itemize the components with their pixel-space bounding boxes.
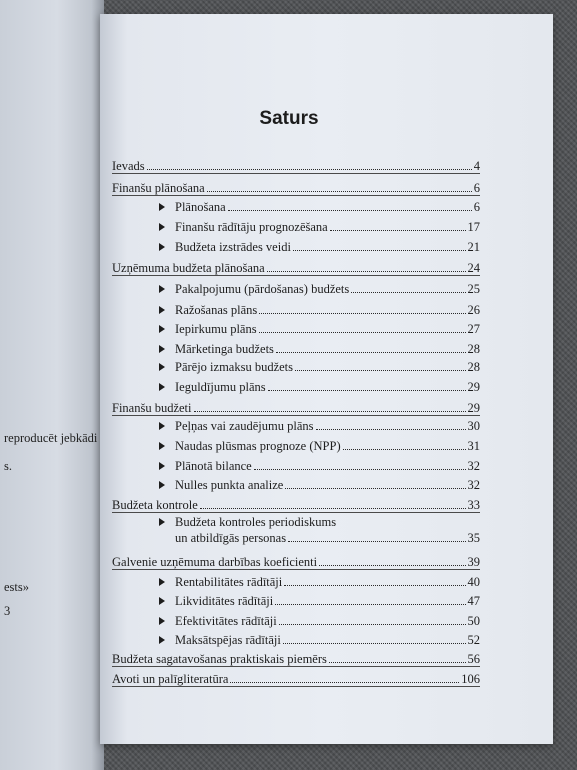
toc-entry-page: 33 (467, 498, 480, 512)
toc-entry-page: 26 (467, 303, 480, 317)
toc-leader-dots (316, 429, 466, 430)
toc-entry-label: Pārējo izmaksu budžets (175, 360, 294, 374)
toc-entry (131, 299, 480, 317)
toc-entry (131, 455, 480, 473)
triangle-bullet-icon (159, 306, 165, 314)
toc-entry-page: 28 (467, 360, 480, 374)
toc-entry-page: 47 (467, 594, 480, 608)
toc-entry-label: Peļņas vai zaudējumu plāns (175, 419, 314, 433)
toc-entry (131, 356, 480, 374)
toc-leader-dots (319, 565, 465, 566)
toc-entry-page: 29 (467, 401, 480, 415)
toc-entry-label: Ieguldījumu plāns (175, 380, 266, 394)
toc-entry-label: Mārketinga budžets (175, 342, 274, 356)
toc-entry-page: 32 (467, 478, 480, 492)
toc-entry-page: 4 (473, 159, 480, 173)
triangle-bullet-icon (159, 481, 165, 489)
toc-leader-dots (268, 390, 466, 391)
toc-entry-label: Rentabilitātes rādītāji (175, 575, 283, 589)
triangle-bullet-icon (159, 363, 165, 371)
left-page (0, 0, 104, 770)
toc-entry-label: Nulles punkta analize (175, 478, 284, 492)
toc-entry (131, 318, 480, 336)
toc-section (112, 668, 480, 687)
triangle-bullet-icon (159, 518, 165, 526)
triangle-bullet-icon (159, 442, 165, 450)
toc-section (112, 257, 480, 276)
toc-entry-label: Efektivitātes rādītāji (175, 614, 277, 628)
toc-leader-dots (295, 370, 465, 371)
toc-entry (131, 236, 480, 254)
page-title: Saturs (259, 108, 319, 129)
toc-entry-page: 27 (467, 322, 480, 336)
toc-entry-page: 50 (467, 614, 480, 628)
toc-leader-dots (207, 191, 472, 192)
toc-leader-dots (275, 604, 465, 605)
toc-entry-page: 6 (473, 181, 480, 195)
toc-leader-dots (330, 230, 466, 231)
toc-entry-label: Budžeta izstrādes veidi (175, 240, 291, 254)
toc-entry (131, 527, 480, 545)
toc-leader-dots (351, 292, 465, 293)
toc-entry-page: 40 (467, 575, 480, 589)
left-page-text-4: 3 (4, 604, 11, 618)
toc-entry (131, 629, 480, 647)
triangle-bullet-icon (159, 617, 165, 625)
toc-section (112, 397, 480, 416)
toc-entry (131, 590, 480, 608)
toc-entry-label: Naudas plūsmas prognoze (NPP) (175, 439, 341, 453)
toc-entry-label: Avoti un palīgliteratūra (112, 672, 229, 686)
triangle-bullet-icon (159, 285, 165, 293)
toc-leader-dots (343, 449, 466, 450)
toc-entry-label: Pakalpojumu (pārdošanas) budžets (175, 282, 350, 296)
triangle-bullet-icon (159, 223, 165, 231)
toc-leader-dots (147, 169, 472, 170)
toc-entry (131, 474, 480, 492)
toc-entry-page: 31 (467, 439, 480, 453)
toc-leader-dots (259, 313, 465, 314)
toc-entry-page: 17 (467, 220, 480, 234)
toc-entry-label: Finanšu budžeti (112, 401, 192, 415)
toc-leader-dots (284, 585, 465, 586)
triangle-bullet-icon (159, 462, 165, 470)
left-page-text-1: reproducēt jebkādi (4, 431, 98, 445)
triangle-bullet-icon (159, 578, 165, 586)
toc-entry-page: 21 (467, 240, 480, 254)
toc-entry (131, 376, 480, 394)
triangle-bullet-icon (159, 203, 165, 211)
triangle-bullet-icon (159, 243, 165, 251)
triangle-bullet-icon (159, 597, 165, 605)
toc-entry-label: Plānotā bilance (175, 459, 252, 473)
toc-entry-label: Budžeta sagatavošanas praktiskais piemērs (112, 652, 327, 666)
toc-leader-dots (276, 352, 466, 353)
toc-leader-dots (194, 411, 466, 412)
toc-section (112, 177, 480, 196)
toc-entry (131, 571, 480, 589)
toc-leader-dots (230, 682, 459, 683)
triangle-bullet-icon (159, 345, 165, 353)
toc-leader-dots (254, 469, 466, 470)
toc-leader-dots (329, 662, 466, 663)
toc-leader-dots (288, 541, 465, 542)
toc-entry-page: 24 (467, 261, 480, 275)
toc-entry-label: un atbildīgās personas (175, 531, 287, 545)
toc-leader-dots (267, 271, 466, 272)
toc-section (112, 551, 480, 570)
toc-entry (131, 435, 480, 453)
toc-entry-label: Budžeta kontroles periodiskums (175, 515, 337, 529)
toc-entry (131, 216, 480, 234)
toc-entry-label: Uzņēmuma budžeta plānošana (112, 261, 265, 275)
toc-entry (131, 196, 480, 214)
toc-entry-page: 25 (467, 282, 480, 296)
toc-entry-page: 28 (467, 342, 480, 356)
left-page-text-3: ests» (4, 580, 29, 594)
toc-entry-page: 29 (467, 380, 480, 394)
toc-leader-dots (200, 508, 466, 509)
toc-entry-page: 106 (461, 672, 480, 686)
toc-entry-page: 56 (467, 652, 480, 666)
toc-entry (131, 338, 480, 356)
toc-entry-label: Ievads (112, 159, 145, 173)
triangle-bullet-icon (159, 383, 165, 391)
triangle-bullet-icon (159, 325, 165, 333)
toc-entry-label: Likviditātes rādītāji (175, 594, 274, 608)
toc-entry (131, 278, 480, 296)
toc-entry-page: 6 (473, 200, 480, 214)
toc-entry-label: Maksātspējas rādītāji (175, 633, 281, 647)
toc-entry-page: 52 (467, 633, 480, 647)
toc-entry-page: 39 (467, 555, 480, 569)
toc-entry-page: 35 (467, 531, 480, 545)
toc-entry-label: Finanšu plānošana (112, 181, 205, 195)
toc-entry (131, 610, 480, 628)
toc-section (112, 155, 480, 174)
toc-entry-label: Budžeta kontrole (112, 498, 198, 512)
toc-leader-dots (283, 643, 466, 644)
toc-entry-page: 32 (467, 459, 480, 473)
toc-entry-page: 30 (467, 419, 480, 433)
toc-entry-label: Ražošanas plāns (175, 303, 258, 317)
toc-entry (131, 415, 480, 433)
toc-leader-dots (279, 624, 466, 625)
toc-leader-dots (228, 210, 472, 211)
toc-entry-label: Galvenie uzņēmuma darbības koeficienti (112, 555, 318, 569)
triangle-bullet-icon (159, 636, 165, 644)
triangle-bullet-icon (159, 422, 165, 430)
toc-entry-label: Iepirkumu plāns (175, 322, 257, 336)
toc-leader-dots (293, 250, 466, 251)
left-page-text-2: s. (4, 459, 12, 473)
toc-section (112, 648, 480, 667)
toc-leader-dots (285, 488, 465, 489)
toc-leader-dots (259, 332, 466, 333)
toc-entry-label: Finanšu rādītāju prognozēšana (175, 220, 328, 234)
toc-entry-label: Plānošana (175, 200, 226, 214)
